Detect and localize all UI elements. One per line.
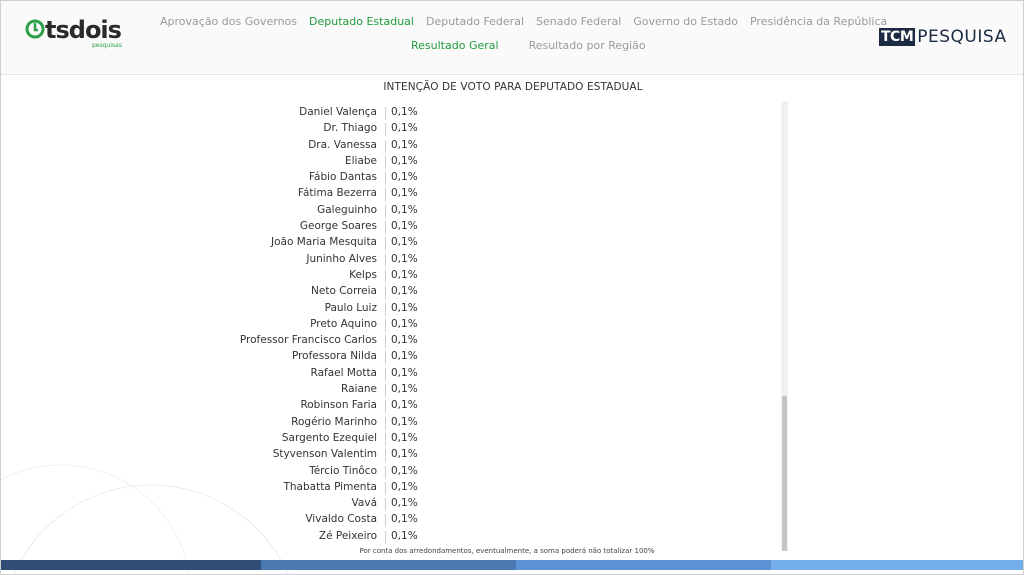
row-separator (385, 286, 386, 299)
candidate-percentage: 0,1% (391, 415, 418, 428)
result-row (1, 121, 781, 137)
row-separator (385, 384, 386, 397)
candidate-name: George Soares (299, 220, 377, 233)
row-separator (385, 498, 386, 511)
result-row (1, 268, 781, 284)
tcm-logo-box: TCM (881, 29, 914, 45)
result-row (1, 382, 781, 398)
row-separator (385, 466, 386, 479)
candidate-percentage: 0,1% (391, 431, 418, 444)
tcm-logo-word: PESQUISA (917, 27, 1007, 47)
result-row (1, 480, 781, 496)
candidate-name: Juninho Alves (306, 252, 377, 265)
footnote: Por conta dos arredondamentos, eventualmente, a soma poderá não totalizar 100% (359, 547, 655, 555)
result-row (1, 512, 781, 528)
row-separator (385, 254, 386, 267)
candidate-percentage: 0,1% (391, 334, 418, 347)
result-row (1, 203, 781, 219)
candidate-percentage: 0,1% (391, 301, 418, 314)
nav-top-5[interactable]: Presidência da República (749, 15, 888, 28)
result-row (1, 186, 781, 202)
nav-top-1[interactable]: Deputado Estadual (309, 15, 414, 28)
candidate-name: Kelps (349, 268, 377, 281)
nav-top-4[interactable]: Governo do Estado (633, 15, 738, 28)
nav-top-2[interactable]: Deputado Federal (425, 15, 525, 28)
result-row (1, 415, 781, 431)
color-bar-segment (261, 560, 516, 570)
result-row (1, 447, 781, 463)
candidate-name: João Maria Mesquita (271, 236, 377, 249)
result-row (1, 252, 781, 268)
result-row (1, 284, 781, 300)
color-bar-segment (516, 560, 771, 570)
candidate-percentage: 0,1% (391, 285, 418, 298)
row-separator (385, 303, 386, 316)
candidate-name: Paulo Luiz (324, 301, 377, 314)
candidate-percentage: 0,1% (391, 399, 418, 412)
candidate-percentage: 0,1% (391, 203, 418, 216)
row-separator (385, 140, 386, 153)
results-list (1, 105, 781, 545)
result-row (1, 235, 781, 251)
result-row (1, 431, 781, 447)
result-row (1, 170, 781, 186)
main-nav (160, 15, 899, 28)
result-row (1, 464, 781, 480)
result-row (1, 333, 781, 349)
tsdois-logo[interactable] (25, 16, 125, 51)
row-separator (385, 270, 386, 283)
color-bar-segment (1, 560, 261, 570)
result-row (1, 301, 781, 317)
result-row (1, 496, 781, 512)
row-separator (385, 156, 386, 169)
chart-title: INTENÇÃO DE VOTO PARA DEPUTADO ESTADUAL (383, 81, 643, 93)
bottom-color-bar (1, 560, 1023, 570)
row-separator (385, 482, 386, 495)
nav-sub-1[interactable]: Resultado por Região (528, 39, 646, 52)
candidate-name: Vavá (351, 497, 377, 510)
nav-top-3[interactable]: Senado Federal (536, 15, 622, 28)
candidate-percentage: 0,1% (391, 529, 418, 542)
color-bar-segment (771, 560, 1023, 570)
candidate-name: Zé Peixeiro (318, 529, 377, 542)
candidate-name: Vivaldo Costa (305, 513, 377, 526)
row-separator (385, 221, 386, 234)
candidate-percentage: 0,1% (391, 220, 418, 233)
candidate-name: Robinson Faria (300, 399, 377, 412)
row-separator (385, 188, 386, 201)
row-separator (385, 319, 386, 332)
row-separator (385, 107, 386, 120)
candidate-percentage: 0,1% (391, 513, 418, 526)
candidate-name: Professora Nilda (291, 350, 377, 363)
tsdois-logo-icon (25, 19, 45, 39)
candidate-percentage: 0,1% (391, 268, 418, 281)
row-separator (385, 417, 386, 430)
candidate-percentage: 0,1% (391, 138, 418, 151)
result-row (1, 105, 781, 121)
sub-nav (411, 39, 676, 52)
candidate-name: Tércio Tinôco (309, 464, 377, 477)
scrollbar-thumb[interactable] (782, 396, 787, 551)
result-row (1, 529, 781, 545)
result-row (1, 366, 781, 382)
candidate-name: Thabatta Pimenta (283, 480, 377, 493)
row-separator (385, 351, 386, 364)
candidate-percentage: 0,1% (391, 122, 418, 135)
candidate-name: Galeguinho (317, 203, 377, 216)
candidate-name: Fábio Dantas (308, 171, 377, 184)
row-separator (385, 123, 386, 136)
row-separator (385, 335, 386, 348)
row-separator (385, 237, 386, 250)
candidate-percentage: 0,1% (391, 497, 418, 510)
row-separator (385, 514, 386, 527)
candidate-name: Eliabe (344, 154, 377, 167)
result-row (1, 317, 781, 333)
candidate-percentage: 0,1% (391, 236, 418, 249)
candidate-name: Preto Aquino (310, 317, 377, 330)
candidate-percentage: 0,1% (391, 383, 418, 396)
candidate-name: Fátima Bezerra (297, 187, 377, 200)
candidate-percentage: 0,1% (391, 317, 418, 330)
candidate-name: Rafael Motta (310, 366, 377, 379)
result-row (1, 398, 781, 414)
result-row (1, 154, 781, 170)
logo-wordmark: tsdois (45, 16, 121, 44)
candidate-name: Rogério Marinho (291, 415, 377, 428)
candidate-name: Daniel Valença (299, 106, 377, 118)
candidate-name: Styvenson Valentim (272, 448, 377, 461)
candidate-name: Neto Correia (311, 285, 377, 298)
row-separator (385, 433, 386, 446)
candidate-name: Sargento Ezequiel (281, 431, 377, 444)
candidate-percentage: 0,1% (391, 480, 418, 493)
row-separator (385, 531, 386, 544)
row-separator (385, 205, 386, 218)
candidate-percentage: 0,1% (391, 350, 418, 363)
header (1, 1, 1023, 75)
candidate-percentage: 0,1% (391, 252, 418, 265)
candidate-percentage: 0,1% (391, 464, 418, 477)
row-separator (385, 368, 386, 381)
result-row (1, 219, 781, 235)
nav-top-0[interactable]: Aprovação dos Governos (160, 15, 298, 28)
candidate-name: Raiane (341, 383, 377, 396)
candidate-name: Dr. Thiago (323, 122, 377, 135)
candidate-percentage: 0,1% (391, 154, 418, 167)
candidate-percentage: 0,1% (391, 171, 418, 184)
row-separator (385, 172, 386, 185)
candidate-percentage: 0,1% (391, 187, 418, 200)
candidate-percentage: 0,1% (391, 106, 418, 118)
row-separator (385, 449, 386, 462)
logo-subtitle: pesquisas (92, 42, 122, 49)
result-row (1, 349, 781, 365)
candidate-percentage: 0,1% (391, 366, 418, 379)
result-row (1, 138, 781, 154)
row-separator (385, 400, 386, 413)
candidate-name: Dra. Vanessa (308, 138, 377, 151)
nav-sub-0[interactable]: Resultado Geral (411, 39, 499, 52)
candidate-name: Professor Francisco Carlos (239, 334, 377, 347)
candidate-percentage: 0,1% (391, 448, 418, 461)
tcm-pesquisa-logo[interactable] (879, 27, 1007, 47)
